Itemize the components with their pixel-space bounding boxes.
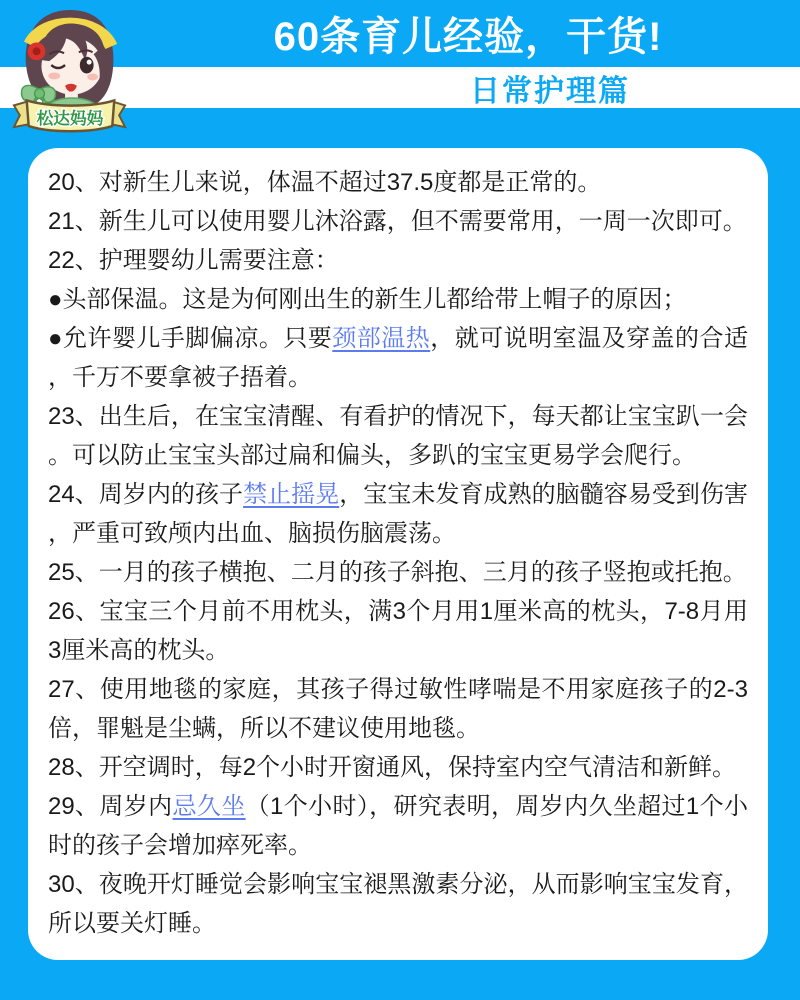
mascot-name-label: 松达妈妈 — [36, 109, 104, 129]
tip-item — [48, 163, 748, 202]
tip-text: （1个小时），研究表明，周岁内久坐超过1个小时的孩子会增加瘁死率。 — [48, 793, 749, 859]
tips-list — [48, 163, 748, 943]
tip-item — [48, 553, 748, 592]
tip-highlight-link[interactable]: 忌久坐 — [172, 793, 246, 820]
tip-item — [48, 475, 748, 553]
tip-item — [48, 280, 748, 319]
tip-item — [48, 592, 748, 670]
tip-text: 26、宝宝三个月前不用枕头，满3个月用1厘米高的枕头，7-8月用3厘米高的枕头。 — [48, 598, 748, 664]
eye-highlight — [87, 60, 92, 65]
tip-text: 29、周岁内 — [48, 793, 173, 820]
tip-highlight-link[interactable]: 禁止摇晃 — [243, 481, 340, 508]
tip-text: 27、使用地毯的家庭，其孩子得过敏性哮喘是不用家庭孩子的2-3倍，罪魁是尘螨，所以不建议使用地毯。 — [48, 676, 748, 742]
tip-item — [48, 202, 748, 241]
tip-text: 22、护理婴幼儿需要注意： — [48, 247, 339, 274]
header — [140, 0, 796, 67]
tip-text: 24、周岁内的孩子 — [48, 481, 244, 508]
section-subtitle: 日常护理篇 — [470, 74, 630, 108]
tip-text: 23、出生后，在宝宝清醒、有看护的情况下，每天都让宝宝趴一会。可以防止宝宝头部过扁和偏头，多趴的宝宝更易学会爬行。 — [48, 403, 748, 469]
tip-text: 20、对新生儿来说，体温不超过37.5度都是正常的。 — [48, 169, 602, 196]
tip-text: ●允许婴儿手脚偏凉。只要 — [48, 325, 333, 352]
tip-text: 30、夜晚开灯睡觉会影响宝宝褪黑激素分泌，从而影响宝宝发育，所以要关灯睡。 — [48, 871, 748, 937]
flower-icon-center — [33, 47, 41, 55]
tip-text: ，宝宝未发育成熟的脑髓容易受到伤害，严重可致颅内出血、脑损伤脑震荡。 — [48, 481, 749, 547]
tip-item — [48, 787, 748, 865]
tip-text: ，就可说明室温及穿盖的合适，千万不要拿被子捂着。 — [48, 325, 749, 391]
tip-text: 28、开空调时，每2个小时开窗通风，保持室内空气清洁和新鲜。 — [48, 754, 737, 781]
blush-right — [87, 73, 98, 80]
tip-item — [48, 241, 748, 280]
tip-text: ●头部保温。这是为何刚出生的新生儿都给带上帽子的原因； — [48, 286, 687, 313]
tips-card — [28, 148, 768, 960]
tip-text: 21、新生儿可以使用婴儿沐浴露，但不需要常用，一周一次即可。 — [48, 208, 747, 235]
page-title: 60条育儿经验，干货! — [273, 15, 663, 59]
tip-item — [48, 319, 748, 397]
tip-text: 25、一月的孩子横抱、二月的孩子斜抱、三月的孩子竖抱或托抱。 — [48, 559, 747, 586]
tip-item — [48, 865, 748, 943]
mascot-avatar — [10, 4, 128, 136]
tip-item — [48, 397, 748, 475]
tip-highlight-link[interactable]: 颈部温热 — [332, 325, 431, 352]
blush-left — [48, 72, 60, 79]
tip-item — [48, 748, 748, 787]
tip-item — [48, 670, 748, 748]
open-eye — [80, 57, 94, 74]
name-banner — [14, 100, 125, 131]
